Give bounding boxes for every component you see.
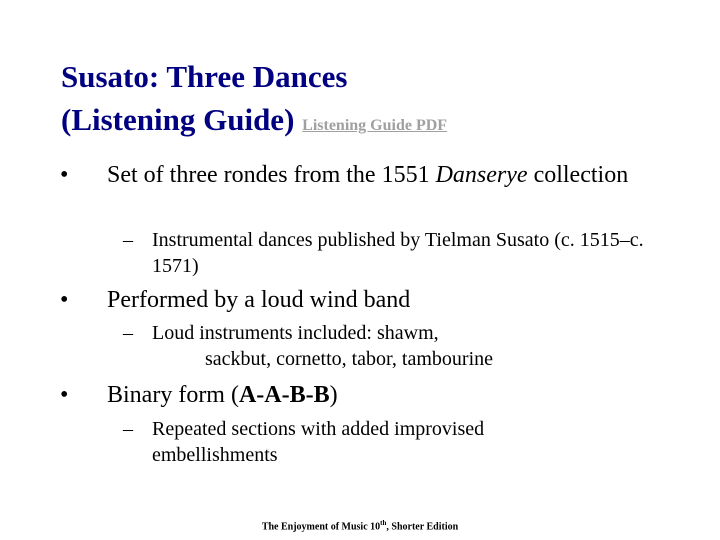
- sub-dash: –: [123, 229, 133, 251]
- footer-sup: th: [380, 519, 387, 527]
- bullet-text-part: ): [329, 382, 338, 408]
- slide-title: [61, 55, 681, 147]
- bullet-text: [107, 380, 667, 410]
- footer-text: , Shorter Edition: [386, 521, 459, 533]
- bullet-text-part: Set of three rondes from the 1551: [107, 162, 436, 188]
- bullet-text-part: Binary form (: [107, 382, 239, 408]
- sub-line-2: sackbut, cornetto, tabor, tambourine: [205, 348, 493, 370]
- bullet-dot: •: [60, 162, 69, 188]
- bullet-dot: •: [60, 287, 69, 313]
- sub-dash: –: [123, 418, 133, 440]
- title-line-2: (Listening Guide): [61, 102, 295, 137]
- binary-form-bold: A-A-B-B: [238, 382, 330, 408]
- danserye-italic: Danserye: [435, 162, 528, 188]
- sub-line-1: Loud instruments included: shawm,: [152, 322, 439, 344]
- sub-bullet-text: Instrumental dances published by Tielman Susato (c. 1515–c. 1571): [152, 229, 644, 277]
- footer: [0, 519, 720, 532]
- bullet-dot: •: [60, 382, 69, 408]
- sub-bullet-text: Repeated sections with added improvised embellishments: [152, 418, 485, 466]
- sub-dash: –: [123, 322, 133, 344]
- bullet-text-part: collection: [527, 162, 629, 188]
- bullet-text: [107, 160, 667, 190]
- title-line-1: Susato: Three Dances: [61, 59, 348, 94]
- sub-bullet-text: [152, 320, 692, 372]
- listening-guide-pdf-link[interactable]: Listening Guide PDF: [302, 117, 448, 134]
- bullet-text: Performed by a loud wind band: [107, 287, 411, 313]
- footer-text: The Enjoyment of Music 10: [261, 521, 381, 533]
